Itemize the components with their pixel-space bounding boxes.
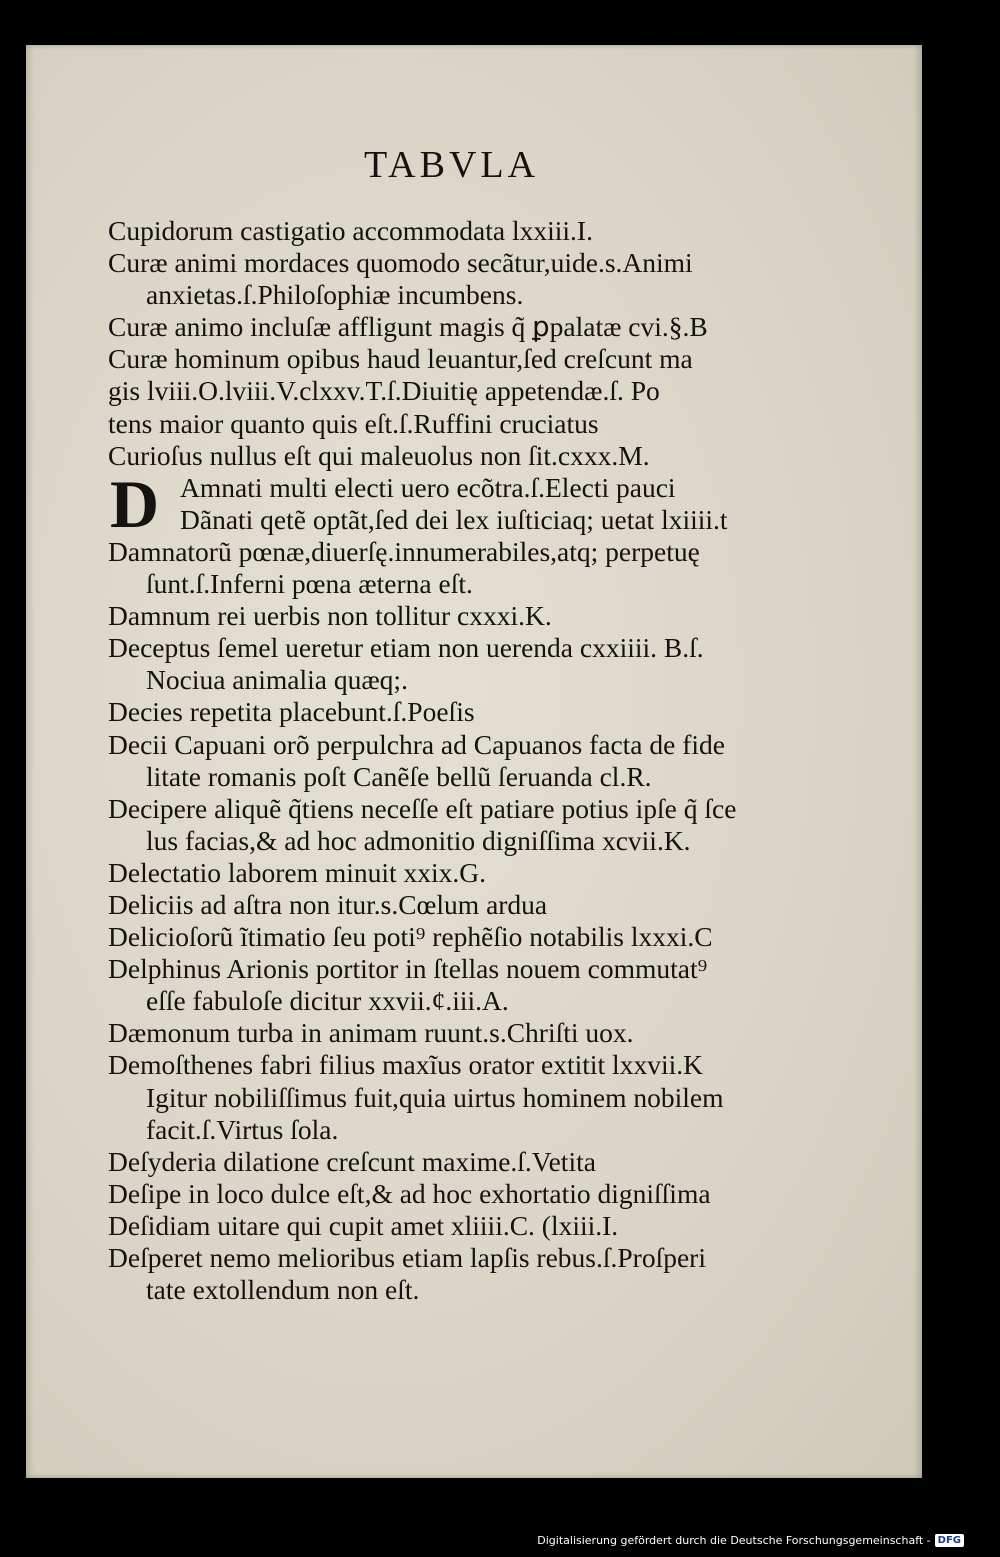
index-entry: gis lviii.O.lviii.V.clxxv.T.ſ.Diuitię appetendæ.ſ. Po (108, 375, 660, 407)
index-entry: Decies repetita placebunt.ſ.Poeſis (108, 696, 475, 728)
index-entry: Demoſthenes fabri filius maxĩus orator extitit lxxvii.K (108, 1049, 703, 1081)
index-entry: Cupidorum castigatio accommodata lxxiii.I. (108, 215, 593, 246)
index-entry-continuation: Dãnati qetẽ optãt,ſed dei lex iuſticiaq; uetat lxiiii.t (180, 503, 728, 535)
footer-text: Digitalisierung gefördert durch die Deutsche Forschungsgemeinschaft - (537, 1534, 931, 1547)
index-entry: Deſyderia dilatione creſcunt maxime.ſ.Vetita (108, 1145, 596, 1177)
index-entry: Decii Capuani orõ perpulchra ad Capuanos facta de fide (108, 728, 725, 760)
index-entry: Delphinus Arionis portitor in ſtellas nouem commutat⁹ (108, 953, 708, 985)
dfg-logo: DFG (935, 1534, 964, 1547)
index-entry-continuation: tate extollendum non eſt. (146, 1274, 420, 1306)
index-entry: Curæ hominum opibus haud leuantur,ſed creſcunt ma (108, 343, 693, 375)
index-entry-continuation: anxietas.ſ.Philoſophiæ incumbens. (146, 279, 524, 311)
page-heading: TABVLA (364, 144, 540, 186)
index-entry-continuation: litate romanis poſt Canẽſe bellũ ſeruanda cl.R. (146, 760, 652, 792)
index-entry: Damnum rei uerbis non tollitur cxxxi.K. (108, 600, 552, 632)
index-entry: Damnatorũ pœnæ,diuerſę.innumerabiles,atq; perpetuę (108, 535, 700, 567)
index-entry: Deliciis ad aſtra non itur.s.Cœlum ardua (108, 888, 548, 920)
index-entry: Deſidiam uitare qui cupit amet xliiii.C. (lxiii.I. (108, 1209, 619, 1241)
index-entry-continuation: Nociua animalia quæq;. (146, 664, 408, 696)
index-entry: Delectatio laborem minuit xxix.G. (108, 856, 487, 888)
digitization-footer (537, 1534, 964, 1547)
index-entry: tens maior quanto quis eſt.ſ.Ruffini cruciatus (108, 407, 599, 439)
index-entry: Delicioſorũ ĩtimatio ſeu poti⁹ rephẽſio notabilis lxxxi.C (108, 921, 713, 953)
index-entry: Curioſus nullus eſt qui maleuolus non ſit.cxxx.M. (108, 439, 650, 471)
index-entry-continuation: facit.ſ.Virtus ſola. (146, 1113, 339, 1145)
index-entries (108, 215, 808, 1306)
index-entry: Decipere aliquẽ q̃tiens neceſſe eſt patiare potius ipſe q̃ ſce (108, 792, 737, 824)
index-entry: Curæ animo incluſæ affligunt magis q̃ ꝑpalatæ cvi.§.B (108, 311, 708, 343)
index-entry: Dæmonum turba in animam ruunt.s.Chriſti uox. (108, 1017, 634, 1049)
index-entry: Deceptus ſemel ueretur etiam non uerenda cxxiiii. B.ſ. (108, 632, 704, 664)
book-page (26, 45, 922, 1478)
index-entry: Deſipe in loco dulce eſt,& ad hoc exhortatio digniſſima (108, 1177, 711, 1209)
index-entry-continuation: lus facias,& ad hoc admonitio digniſſima xcvii.K. (146, 824, 691, 856)
index-entry-text: Amnati multi electi uero ecõtra.ſ.Electi pauci (180, 471, 676, 503)
index-entry: Curæ animi mordaces quomodo secãtur,uide.s.Animi (108, 247, 693, 279)
index-entry-continuation: eſſe fabuloſe dicitur xxvii.¢.iii.A. (146, 985, 509, 1017)
index-entry: Deſperet nemo melioribus etiam lapſis rebus.ſ.Proſperi (108, 1242, 706, 1273)
index-entry-continuation: Igitur nobiliſſimus fuit,quia uirtus hominem nobilem (146, 1081, 724, 1113)
index-entry-continuation: ſunt.ſ.Inferni pœna æterna eſt. (146, 568, 473, 600)
drop-capital: D (110, 465, 160, 542)
